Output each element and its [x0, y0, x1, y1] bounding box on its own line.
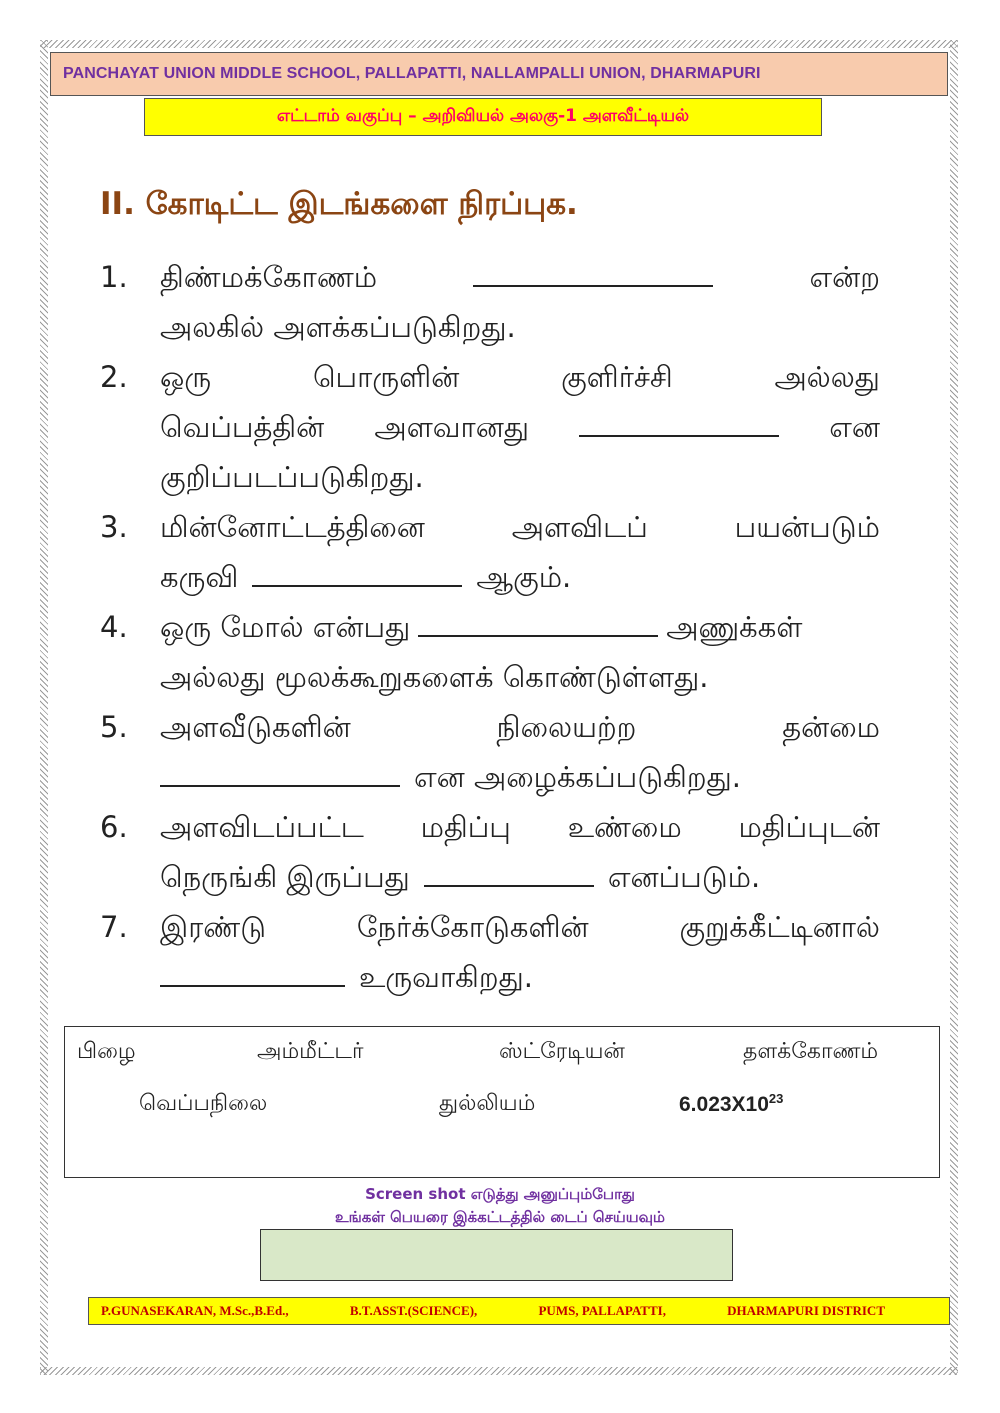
question-number: 2. [100, 360, 128, 394]
question-text: ஒரு [160, 360, 212, 394]
footer-post: B.T.ASST.(SCIENCE), [349, 1303, 478, 1318]
footer-school: PUMS, PALLAPATTI, [538, 1303, 666, 1318]
question-5 [100, 702, 880, 802]
question-text: அளவானது [374, 410, 529, 444]
footer-district: DHARMAPURI DISTRICT [727, 1303, 885, 1318]
question-text: குறிப்படப்படுகிறது. [160, 460, 424, 494]
answer-word-avogadro[interactable] [679, 1091, 783, 1117]
question-text: அல்லது மூலக்கூறுகளைக் கொண்டுள்ளது. [160, 660, 709, 694]
question-text: மதிப்புடன் [738, 810, 880, 844]
question-number: 3. [100, 510, 128, 544]
question-text: அலகில் அளக்கப்படுகிறது. [160, 310, 516, 344]
question-text: நேர்க்கோடுகளின் [356, 910, 589, 944]
question-text: குறுக்கீட்டினால் [679, 910, 880, 944]
page-border-bottom [40, 1367, 958, 1375]
answer-word[interactable]: துல்லியம் [439, 1091, 536, 1116]
question-text: நிலையற்ற [496, 710, 637, 744]
section-title: II. கோடிட்ட இடங்களை நிரப்புக. [100, 186, 578, 222]
answer-word[interactable]: அம்மீட்டர் [257, 1039, 364, 1064]
question-7 [100, 902, 880, 1002]
question-text: தன்மை [782, 710, 880, 744]
question-number: 6. [100, 810, 128, 844]
footer-credits [88, 1297, 950, 1325]
student-name-field[interactable] [260, 1229, 733, 1281]
question-text: திண்மக்கோணம் [160, 260, 378, 294]
question-text: மதிப்பு [420, 810, 511, 844]
answer-word[interactable]: தளக்கோணம் [743, 1039, 879, 1064]
question-text: என்ற [809, 260, 880, 294]
answer-blank-2[interactable] [579, 405, 779, 437]
avogadro-exponent: 23 [768, 1091, 784, 1106]
question-text: உண்மை [567, 810, 682, 844]
question-text: என [829, 410, 880, 444]
page-border-left [40, 40, 48, 1375]
question-4 [100, 602, 880, 702]
page-border-top [40, 40, 958, 48]
question-number: 4. [100, 610, 128, 644]
instruction-line-1: Screen shot எடுத்து அனுப்பும்போது [365, 1185, 635, 1203]
avogadro-base: 6.023X10 [679, 1093, 769, 1116]
question-text: வெப்பத்தின் [160, 410, 325, 444]
instruction-line-2: உங்கள் பெயரை இக்கட்டத்தில் டைப் செய்யவும் [335, 1208, 665, 1226]
school-header: PANCHAYAT UNION MIDDLE SCHOOL, PALLAPATTI, NALLAMPALLI UNION, DHARMAPURI [50, 52, 948, 96]
question-text: இரண்டு [160, 910, 266, 944]
question-text: பயன்படும் [734, 510, 880, 544]
answer-blank-4[interactable] [418, 605, 658, 637]
question-text: அளவீடுகளின் [160, 710, 351, 744]
answer-word[interactable]: வெப்பநிலை [139, 1091, 268, 1116]
question-3 [100, 502, 880, 602]
question-text: உருவாகிறது. [359, 960, 533, 994]
answer-word-bank [64, 1026, 940, 1178]
question-text: மின்னோட்டத்தினை [160, 510, 425, 544]
question-text: பொருளின் [312, 360, 460, 394]
answer-blank-7[interactable] [160, 955, 345, 987]
question-text: அளவிடப் [511, 510, 648, 544]
answer-blank-1[interactable] [473, 255, 713, 287]
subject-header: எட்டாம் வகுப்பு – அறிவியல் அலகு-1 அளவீட்டியல் [144, 98, 822, 136]
question-text: என அழைக்கப்படுகிறது. [414, 760, 741, 794]
answer-blank-6[interactable] [424, 855, 594, 887]
question-text: அல்லது [774, 360, 880, 394]
question-text: ஆகும். [476, 560, 572, 594]
question-text: அளவிடப்பட்ட [160, 810, 364, 844]
answer-word[interactable]: ஸ்ட்ரேடியன் [499, 1039, 625, 1064]
question-6 [100, 802, 880, 902]
question-1 [100, 252, 880, 352]
question-text: ஒரு மோல் என்பது [160, 610, 411, 644]
question-text: குளிர்ச்சி [561, 360, 673, 394]
question-2 [100, 352, 880, 502]
question-number: 5. [100, 710, 128, 744]
question-text: கருவி [160, 560, 239, 594]
question-list [100, 252, 880, 1002]
page-border-right [950, 40, 958, 1375]
question-number: 1. [100, 260, 128, 294]
question-text: அணுக்கள் [666, 610, 803, 644]
answer-blank-3[interactable] [252, 555, 462, 587]
answer-blank-5[interactable] [160, 755, 400, 787]
question-text: எனப்படும். [607, 860, 761, 894]
question-text: நெருங்கி இருப்பது [160, 860, 410, 894]
answer-word[interactable]: பிழை [77, 1039, 136, 1064]
footer-name: P.GUNASEKARAN, M.Sc.,B.Ed., [101, 1303, 289, 1318]
question-number: 7. [100, 910, 128, 944]
